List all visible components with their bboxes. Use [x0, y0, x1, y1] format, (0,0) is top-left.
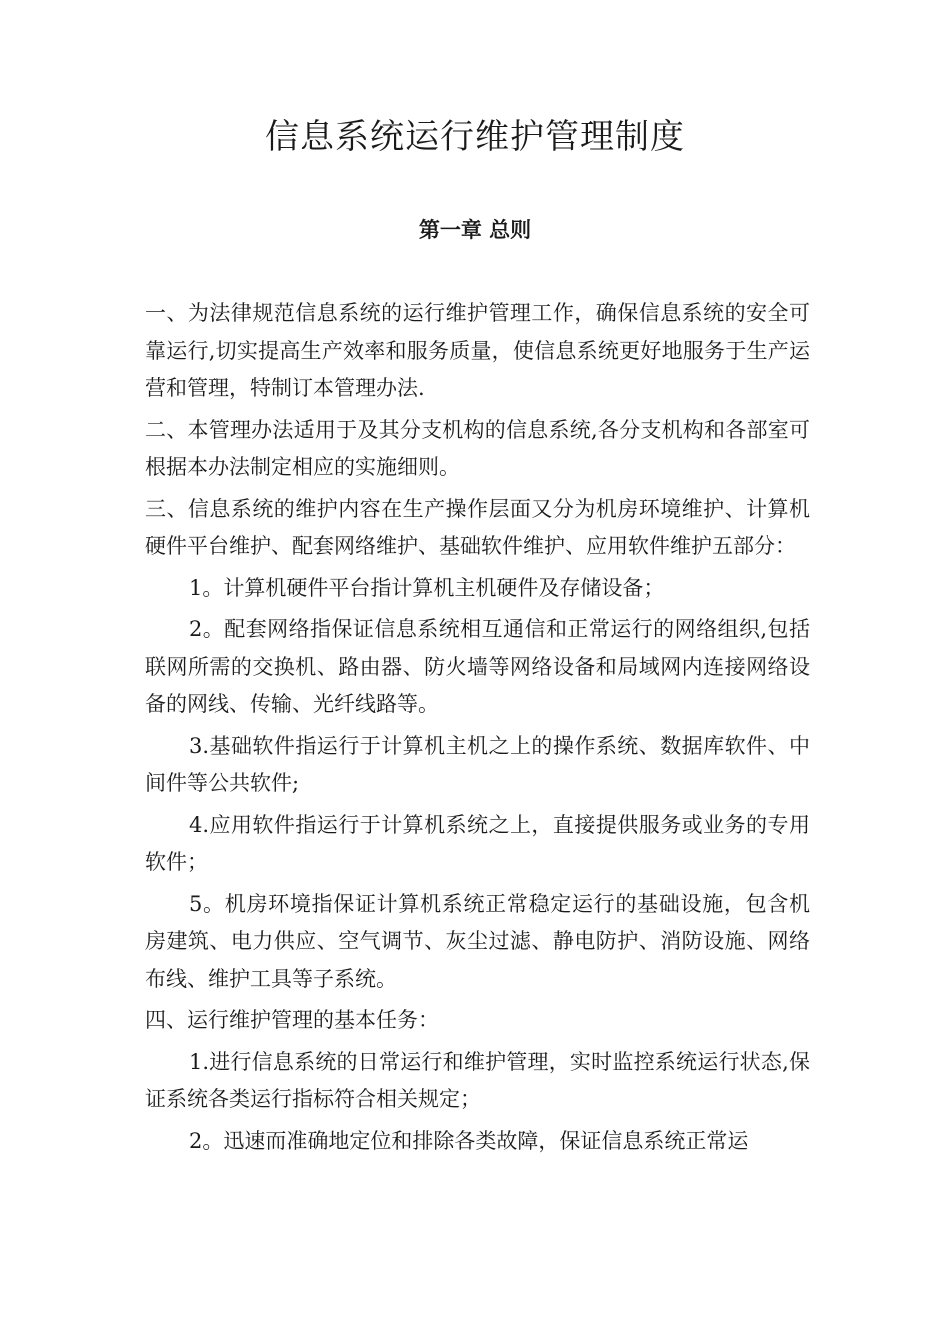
paragraph-4: 1。计算机硬件平台指计算机主机硬件及存储设备；: [189, 575, 665, 600]
paragraph-5: 2。配套网络指保证信息系统相互通信和正常运行的网络组织,包括联网所需的交换机、路由器、防火墙等网络设备和局域网内连接网络设备的网线、传输、光纤线路等。: [145, 617, 810, 716]
document-title: 信息系统运行维护管理制度: [265, 117, 685, 157]
paragraph-9: 四、运行维护管理的基本任务：: [145, 1008, 439, 1032]
paragraph-1: 一、为法律规范信息系统的运行维护管理工作，确保信息系统的安全可靠运行,切实提高生产效率和服务质量，使信息系统更好地服务于生产运营和管理，特制订本管理办法.: [145, 301, 810, 400]
paragraph-11: 2。迅速而准确地定位和排除各类故障，保证信息系统正常运: [189, 1128, 749, 1153]
paragraph-3: 三、信息系统的维护内容在生产操作层面又分为机房环境维护、计算机硬件平台维护、配套网络维护、基础软件维护、应用软件维护五部分：: [145, 496, 810, 558]
paragraph-10: 1.进行信息系统的日常运行和维护管理，实时监控系统运行状态,保证系统各类运行指标符合相关规定；: [145, 1049, 810, 1111]
paragraph-2: 二、本管理办法适用于及其分支机构的信息系统,各分支机构和各部室可根据本办法制定相应的实施细则。: [145, 417, 810, 479]
document-body: [145, 295, 810, 1164]
paragraph-7: 4.应用软件指运行于计算机系统之上，直接提供服务或业务的专用软件；: [145, 812, 810, 874]
paragraph-6: 3.基础软件指运行于计算机主机之上的操作系统、数据库软件、中间件等公共软件;: [145, 733, 810, 795]
chapter-title: 第一章 总则: [418, 218, 532, 242]
paragraph-8: 5。机房环境指保证计算机系统正常稳定运行的基础设施，包含机房建筑、电力供应、空气调节、灰尘过滤、静电防护、消防设施、网络布线、维护工具等子系统。: [145, 891, 810, 991]
